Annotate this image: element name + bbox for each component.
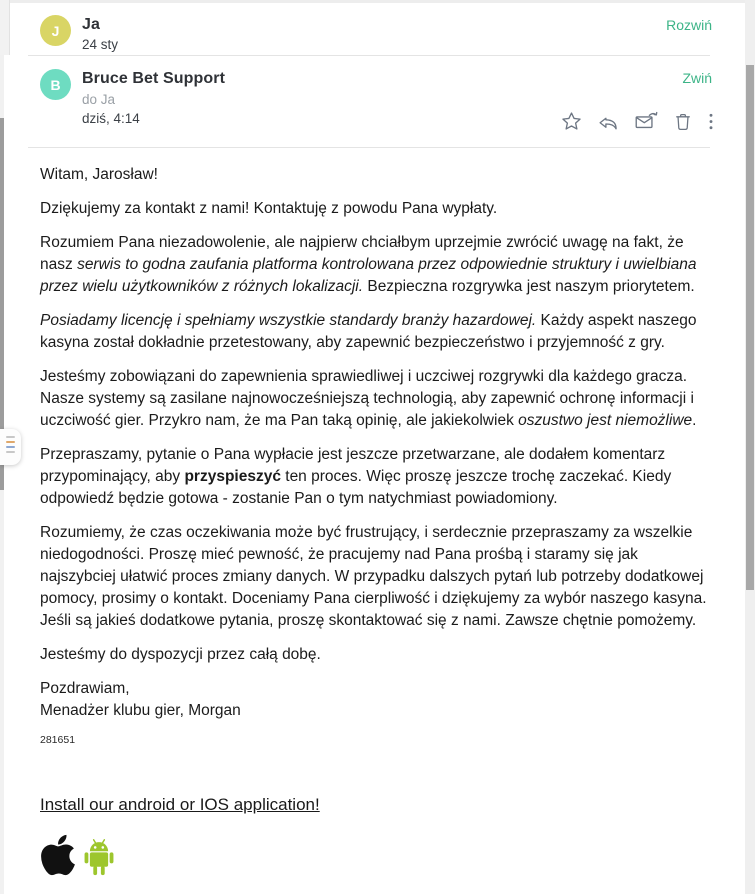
apple-logo-icon[interactable] [40, 832, 76, 878]
reply-icon [596, 110, 620, 133]
thread-content [10, 3, 745, 878]
envelope-arrow-icon [633, 110, 659, 133]
body-paragraphs [40, 164, 707, 722]
handle-line [6, 441, 15, 443]
collapsed-message-row[interactable] [10, 3, 745, 55]
collapse-button[interactable]: Zwiń [682, 70, 712, 86]
message-date: 24 sty [82, 37, 119, 52]
scrollbar-thumb[interactable] [746, 65, 754, 590]
body-paragraph: Dziękujemy za kontakt z nami! Kontaktuję z powodu Pana wypłaty. [40, 200, 498, 217]
body-paragraph: Rozumiem Pana niezadowolenie, ale najpierw chciałbym uprzejmie zwrócić uwagę na fakt, że nasz serwis to godna zaufania platforma kontrolowana przez odpowiednie struktury i uwielbiana przez wielu użytkowników z różnych lokalizacji. Bezpieczna rozgrywka jest naszym priorytetem. [40, 234, 697, 295]
store-icons [40, 832, 707, 878]
recipient-label: do Ja [82, 92, 116, 107]
body-paragraph: Rozumiemy, że czas oczekiwania może być frustrujący, i serdecznie przepraszamy za wszelkie niedogodności. Proszę mieć pewność, że pracujemy nad Pana prośbą i staramy się jak najszybciej ułatwić proces zmiany danych. W przypadku dalszych pytań lub potrzeby dodatkowej pomocy, prosimy o kontakt. Doceniamy Pana cierpliwość i dziękujemy za wybór naszego kasyna. Jeśli są jakieś dodatkowe pytania, proszę skontaktować się z nami. Zawsze chętnie pomożemy. [40, 524, 707, 629]
sender-name: Ja [82, 16, 100, 33]
reference-code: 281651 [40, 734, 76, 746]
resend-button[interactable] [631, 108, 661, 135]
left-pane-corner [0, 0, 10, 55]
sender-name: Bruce Bet Support [82, 70, 226, 87]
message-actions [558, 108, 717, 135]
handle-line [6, 451, 15, 453]
expand-button[interactable]: Rozwiń [666, 17, 712, 33]
body-paragraph: Posiadamy licencję i spełniamy wszystkie standardy branży hazardowej. Każdy aspekt naszego kasyna został dokładnie przetestowany, aby zapewnić bezpieczeństwo i przyjemność z gry. [40, 312, 697, 351]
kebab-menu-icon [707, 110, 715, 133]
avatar: J [40, 15, 71, 46]
android-logo-icon[interactable] [80, 837, 118, 878]
body-paragraph: Pozdrawiam, Menadżer klubu gier, Morgan [40, 680, 241, 719]
delete-button[interactable] [670, 108, 696, 135]
more-button[interactable] [705, 108, 717, 135]
message-footer [40, 795, 707, 878]
install-app-link[interactable]: Install our android or IOS application! [40, 795, 320, 814]
vertical-scrollbar[interactable] [745, 0, 755, 894]
message-date: dziś, 4:14 [82, 111, 140, 126]
handle-line [6, 446, 15, 448]
reply-button[interactable] [594, 108, 622, 135]
trash-icon [672, 110, 694, 133]
message-meta [82, 69, 225, 127]
body-paragraph: Jesteśmy do dyspozycji przez całą dobę. [40, 646, 321, 663]
handle-line [6, 436, 15, 438]
body-paragraph: Jesteśmy zobowiązani do zapewnienia sprawiedliwej i uczciwej rozgrywki dla każdego gracza. Nasze systemy są zasilane najnowocześniejszą technologią, aby zapewnić ochronę informacji i uczciwość gier. Przykro nam, że ma Pan taką opinię, ale jakiekolwiek oszustwo jest niemożliwe. [40, 368, 697, 429]
message-meta [82, 15, 118, 53]
body-paragraph: Witam, Jarosław! [40, 166, 158, 183]
side-widget-handle[interactable] [0, 429, 21, 465]
body-paragraph: Przepraszamy, pytanie o Pana wypłacie jest jeszcze przetwarzane, ale dodałem komentarz przypominający, aby przyspieszyć ten proces. Więc proszę jeszcze trochę zaczekać. Kiedy odpowiedź będzie gotowa - zostanie Pan o tym natychmiast powiadomiony. [40, 446, 672, 507]
avatar: B [40, 69, 71, 100]
expanded-message-header [10, 56, 745, 147]
star-button[interactable] [558, 108, 585, 135]
star-icon [560, 110, 583, 133]
message-body [10, 148, 745, 878]
